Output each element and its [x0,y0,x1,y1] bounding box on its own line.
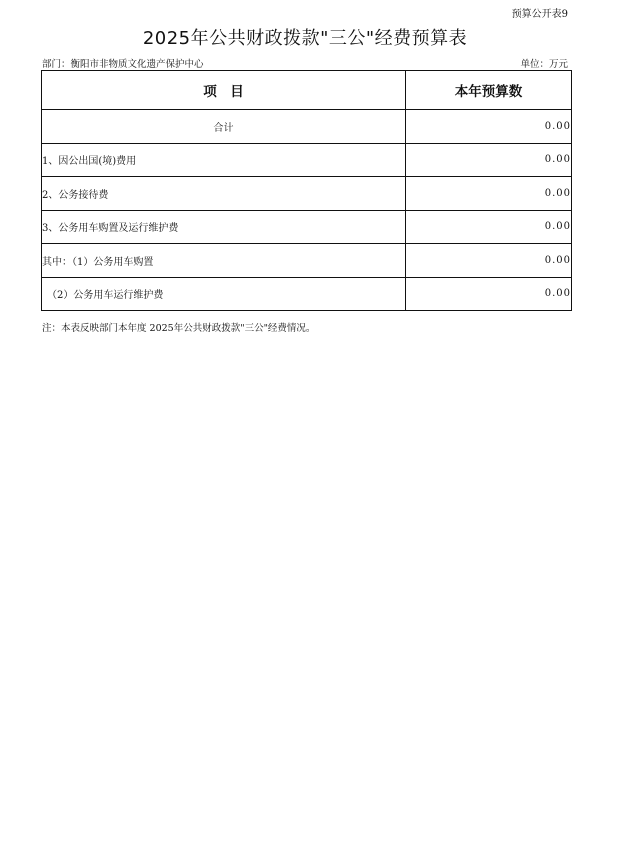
page-tag: 预算公开表9 [511,9,568,20]
row-item: 3、公务用车购置及运行维护费 [42,210,406,244]
header-item: 项 目 [42,71,406,110]
row-value: 0.00 [406,244,572,278]
row-item: 其中：（1）公务用车购置 [42,244,406,278]
header-value: 本年预算数 [406,71,572,110]
budget-table [41,70,572,311]
row-value: 0.00 [406,210,572,244]
department-label: 部门：衡阳市非物质文化遗产保护中心 [42,59,204,70]
table-header-row [42,71,572,110]
table-row-vehicle-purchase [42,244,572,278]
unit-label: 单位：万元 [520,59,568,70]
row-value: 0.00 [406,277,572,311]
row-value: 0.00 [406,177,572,211]
table-row-overseas [42,143,572,177]
row-item: 合计 [42,110,406,144]
page-title: 2025年公共财政拨款"三公"经费预算表 [142,28,468,49]
table-row-vehicle-operation [42,277,572,311]
footnote: 注：本表反映部门本年度 2025年公共财政拨款"三公"经费情况。 [42,323,316,334]
row-item: 2、公务接待费 [42,177,406,211]
row-value: 0.00 [406,110,572,144]
row-item: 1、因公出国(境)费用 [42,143,406,177]
table-row-vehicles [42,210,572,244]
row-item: （2）公务用车运行维护费 [42,277,406,311]
table-row-reception [42,177,572,211]
row-value: 0.00 [406,143,572,177]
table-row-total [42,110,572,144]
